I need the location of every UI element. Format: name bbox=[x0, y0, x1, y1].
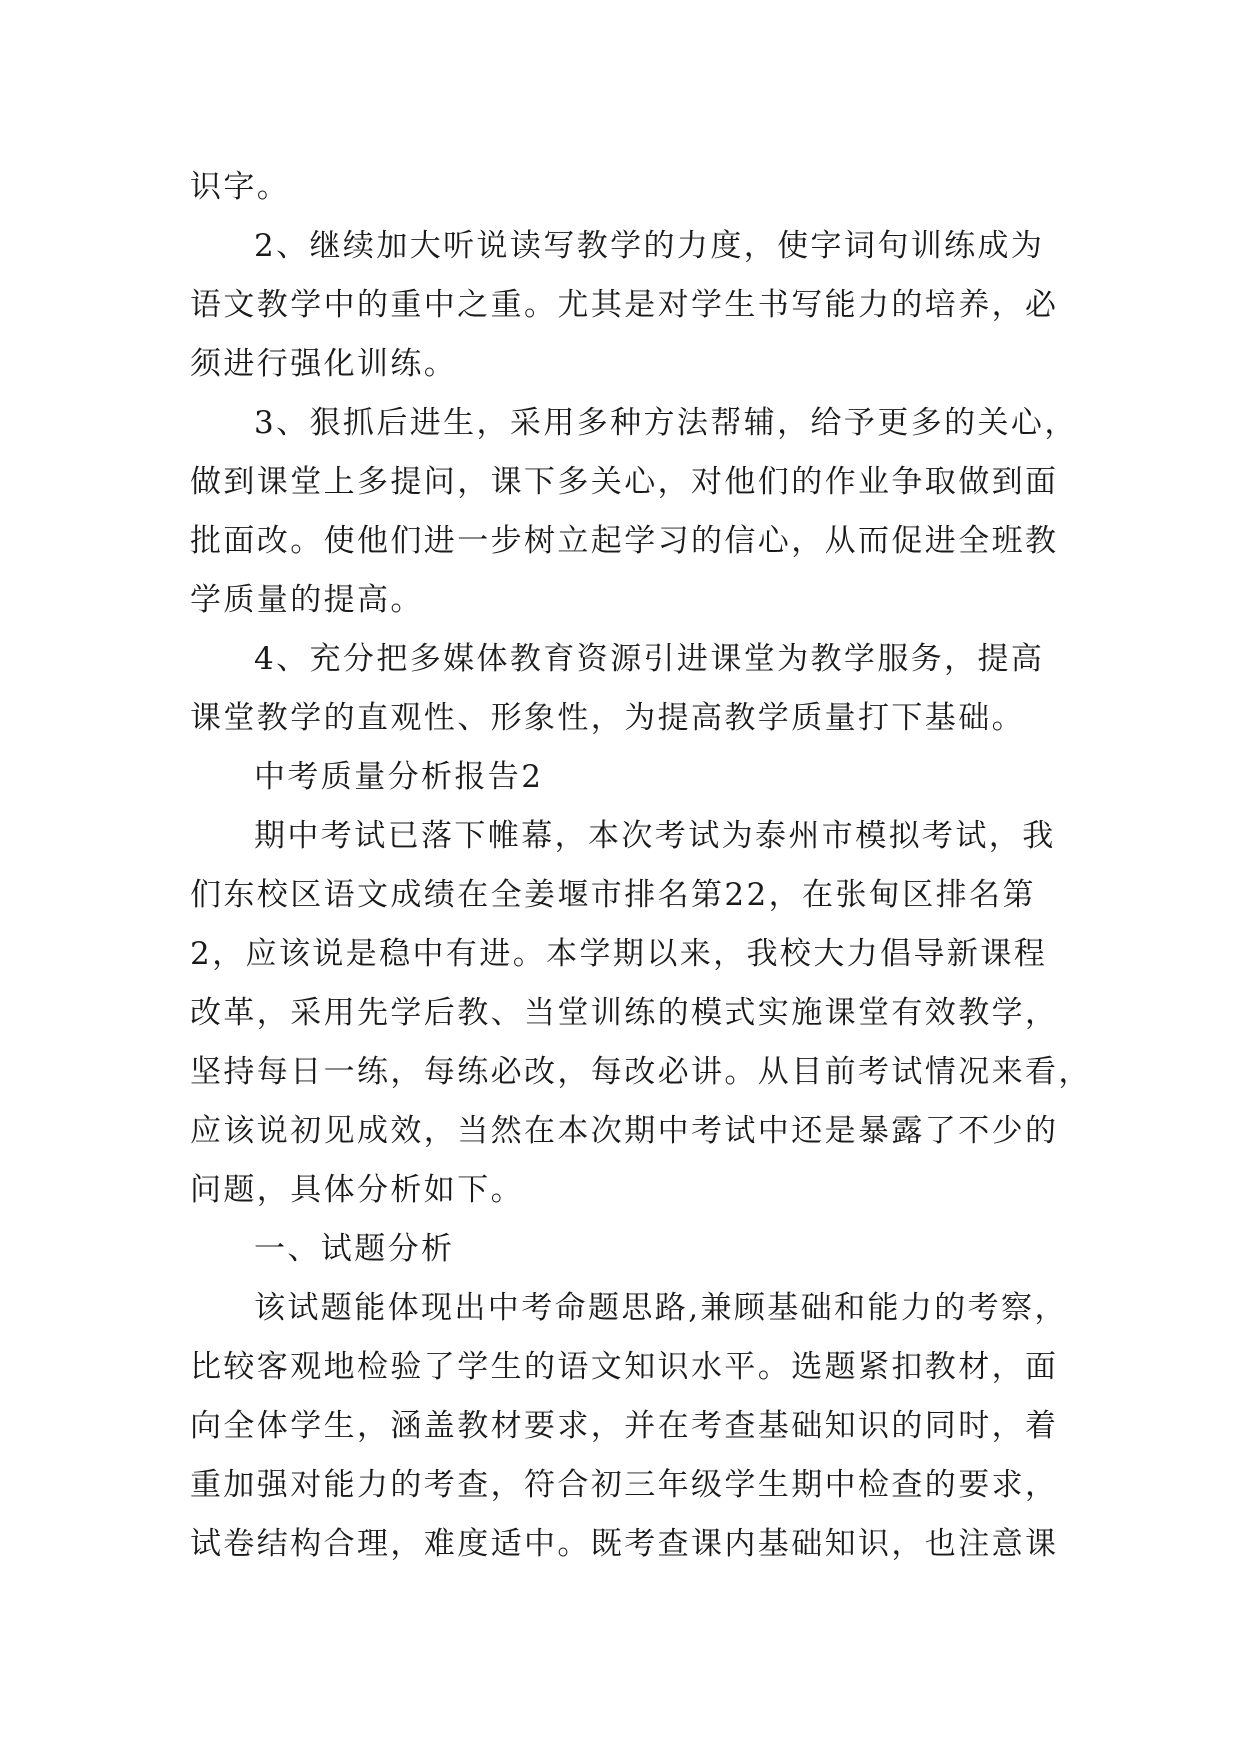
text-line: 4、充分把多媒体教育资源引进课堂为教学服务，提高 bbox=[254, 641, 1045, 677]
text-line: 识字。 bbox=[190, 169, 291, 205]
text-line: 应该说初见成效，当然在本次期中考试中还是暴露了不少的 bbox=[190, 1113, 1059, 1149]
text-line: 们东校区语文成绩在全姜堰市排名第22，在张甸区排名第 bbox=[190, 877, 1036, 913]
text-line: 向全体学生，涵盖教材要求，并在考查基础知识的同时，着 bbox=[190, 1408, 1059, 1444]
body-text bbox=[190, 158, 1092, 1574]
text-line: 该试题能体现出中考命题思路,兼顾基础和能力的考察， bbox=[254, 1290, 1068, 1326]
section-title: 中考质量分析报告2 bbox=[254, 759, 544, 795]
text-line: 学质量的提高。 bbox=[190, 582, 424, 618]
text-line: 须进行强化训练。 bbox=[190, 346, 458, 382]
text-line: 2，应该说是稳中有进。本学期以来，我校大力倡导新课程 bbox=[190, 936, 1048, 972]
text-line: 重加强对能力的考查，符合初三年级学生期中检查的要求， bbox=[190, 1467, 1059, 1503]
text-line: 3、狠抓后进生，采用多种方法帮辅，给予更多的关心， bbox=[254, 405, 1078, 441]
text-line: 坚持每日一练，每练必改，每改必讲。从目前考试情况来看， bbox=[190, 1054, 1092, 1090]
text-line: 批面改。使他们进一步树立起学习的信心，从而促进全班教 bbox=[190, 523, 1059, 559]
text-line: 问题，具体分析如下。 bbox=[190, 1172, 524, 1208]
text-line: 课堂教学的直观性、形象性，为提高教学质量打下基础。 bbox=[190, 700, 1025, 736]
text-line: 比较客观地检验了学生的语文知识水平。选题紧扣教材，面 bbox=[190, 1349, 1059, 1385]
text-line: 试卷结构合理，难度适中。既考查课内基础知识，也注意课 bbox=[190, 1526, 1059, 1562]
text-line: 改革，采用先学后教、当堂训练的模式实施课堂有效教学， bbox=[190, 995, 1059, 1031]
text-line: 期中考试已落下帷幕，本次考试为泰州市模拟考试，我 bbox=[254, 818, 1056, 854]
text-line: 2、继续加大听说读写教学的力度，使字词句训练成为 bbox=[254, 228, 1045, 264]
text-line: 做到课堂上多提问，课下多关心，对他们的作业争取做到面 bbox=[190, 464, 1059, 500]
section-heading: 一、试题分析 bbox=[254, 1231, 455, 1267]
text-line: 语文教学中的重中之重。尤其是对学生书写能力的培养，必 bbox=[190, 287, 1059, 323]
